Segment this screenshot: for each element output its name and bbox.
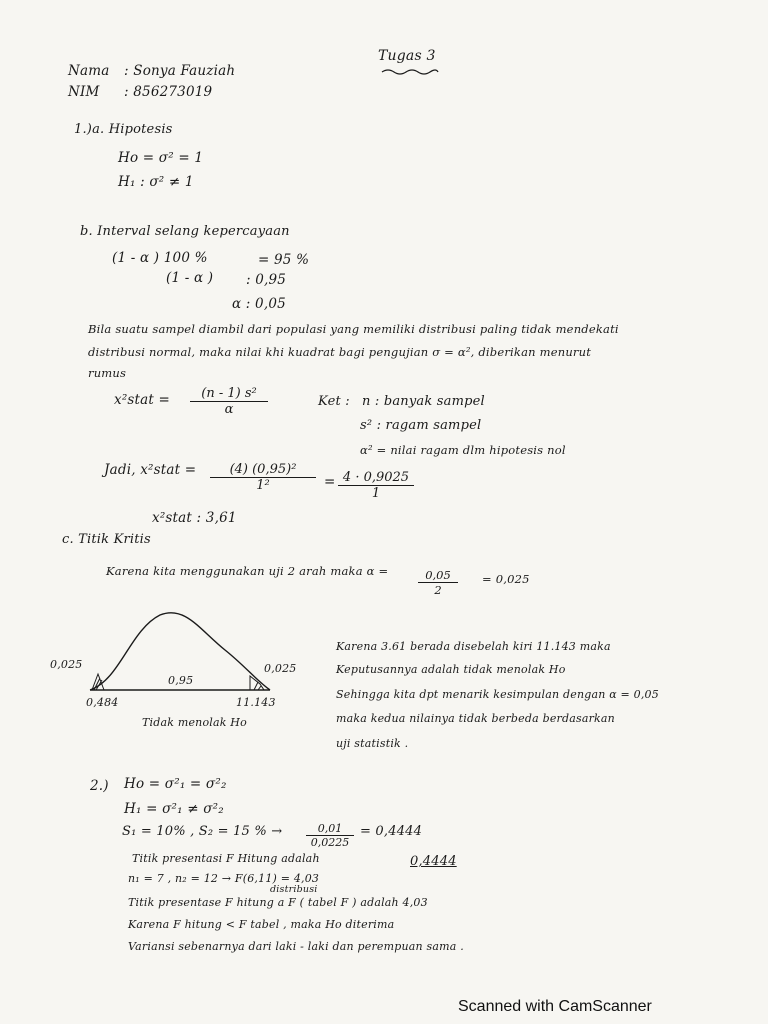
q2-numerator: 0,01 (306, 822, 354, 836)
nama-value: : Sonya Fauziah (124, 63, 236, 79)
formula-lhs: x²stat = (114, 392, 171, 408)
curve-left-critical: 0,484 (86, 696, 119, 709)
page-title: Tugas 3 (378, 48, 436, 64)
chi-square-result: x²stat : 3,61 (152, 510, 237, 526)
ket-item-3: α² = nilai ragam dlm hipotesis nol (360, 443, 566, 457)
q2-titik-1-value: 0,4444 (410, 854, 457, 869)
jadi-denominator-2: 1 (371, 486, 381, 501)
curve-center-label: 0,95 (168, 674, 194, 687)
ket-item-1: n : banyak sampel (362, 394, 485, 409)
q2-number: 2.) (90, 778, 109, 794)
q1b-line2-left: (1 - α ) (166, 270, 214, 286)
q1c-title: c. Titik Kritis (62, 532, 151, 547)
q1b-line1-left: (1 - α ) 100 % (112, 250, 208, 266)
jadi-lhs: Jadi, x²stat = (104, 462, 197, 478)
q2-s-result: = 0,4444 (360, 824, 423, 839)
scanner-watermark: Scanned with CamScanner (458, 998, 652, 1015)
q2-distribusi-note: distribusi (270, 884, 318, 895)
q2-s-line: S₁ = 10% , S₂ = 15 % → (122, 824, 283, 839)
q1c-result: = 0,025 (482, 572, 530, 586)
q1b-line2-right: : 0,95 (246, 272, 287, 288)
q2-h0: Ho = σ²₁ = σ²₂ (124, 776, 227, 792)
q1b-para3: rumus (88, 366, 127, 380)
jadi-denominator-1: 1² (256, 478, 270, 493)
formula-numerator: (n - 1) s² (190, 386, 268, 402)
title-underline (380, 68, 440, 76)
nim-value: : 856273019 (124, 84, 213, 100)
formula-fraction (190, 386, 268, 417)
q1b-title: b. Interval selang kepercayaan (80, 224, 290, 239)
q1c-fraction (418, 568, 458, 597)
ket-label: Ket : (318, 394, 350, 409)
conclusion-line-2: Keputusannya adalah tidak menolak Ho (336, 663, 566, 676)
conclusion-line-3: Sehingga kita dpt menarik kesimpulan dengan α = 0,05 (336, 688, 659, 701)
q2-karena: Karena F hitung < F tabel , maka Ho diterima (128, 918, 395, 931)
jadi-numerator-1: (4) (0,95)² (210, 462, 316, 478)
q1b-line3: α : 0,05 (232, 296, 286, 312)
nama-label: Nama (68, 63, 110, 79)
q2-n-line: n₁ = 7 , n₂ = 12 → F(6,11) = 4,03 (128, 872, 320, 885)
q2-h1: H₁ = σ²₁ ≠ σ²₂ (124, 801, 224, 817)
q1c-text: Karena kita menggunakan uji 2 arah maka α = (106, 564, 389, 578)
curve-right-tail-label: 0,025 (264, 662, 297, 675)
curve-left-tail-label: 0,025 (50, 658, 83, 671)
ket-item-2: s² : ragam sampel (360, 418, 482, 433)
q2-titik-1: Titik presentasi F Hitung adalah (132, 852, 320, 865)
jadi-fraction-2 (338, 470, 414, 501)
curve-caption: Tidak menolak Ho (142, 716, 247, 729)
q1b-para2: distribusi normal, maka nilai khi kuadrat bagi pengujian σ = α², diberikan menurut (88, 345, 592, 359)
q1c-denominator: 2 (434, 583, 442, 597)
q1c-numerator: 0,05 (418, 568, 458, 583)
q1b-line1-right: = 95 % (258, 252, 310, 268)
q2-denominator: 0,0225 (310, 836, 350, 849)
q1a-title: 1.)a. Hipotesis (74, 122, 173, 137)
jadi-numerator-2: 4 · 0,9025 (338, 470, 414, 486)
q1a-h0: Ho = σ² = 1 (118, 150, 204, 166)
jadi-equals: = (324, 474, 336, 490)
curve-right-critical: 11.143 (236, 696, 276, 709)
q2-fraction (306, 822, 354, 849)
q2-titik-2: Titik presentase F hitung a F ( tabel F ) adalah 4,03 (128, 896, 428, 909)
jadi-fraction-1 (210, 462, 316, 493)
conclusion-line-1: Karena 3.61 berada disebelah kiri 11.143 maka (336, 640, 611, 653)
nim-label: NIM (68, 84, 100, 100)
q2-varians: Variansi sebenarnya dari laki - laki dan perempuan sama . (128, 940, 464, 953)
q1b-para1: Bila suatu sampel diambil dari populasi yang memiliki distribusi paling tidak mendekati (88, 322, 619, 336)
formula-denominator: α (224, 402, 234, 417)
left-tail-shade (92, 674, 104, 690)
conclusion-line-4: maka kedua nilainya tidak berbeda berdasarkan (336, 712, 615, 725)
q1a-h1: H₁ : σ² ≠ 1 (118, 174, 194, 190)
conclusion-line-5: uji statistik . (336, 737, 409, 750)
